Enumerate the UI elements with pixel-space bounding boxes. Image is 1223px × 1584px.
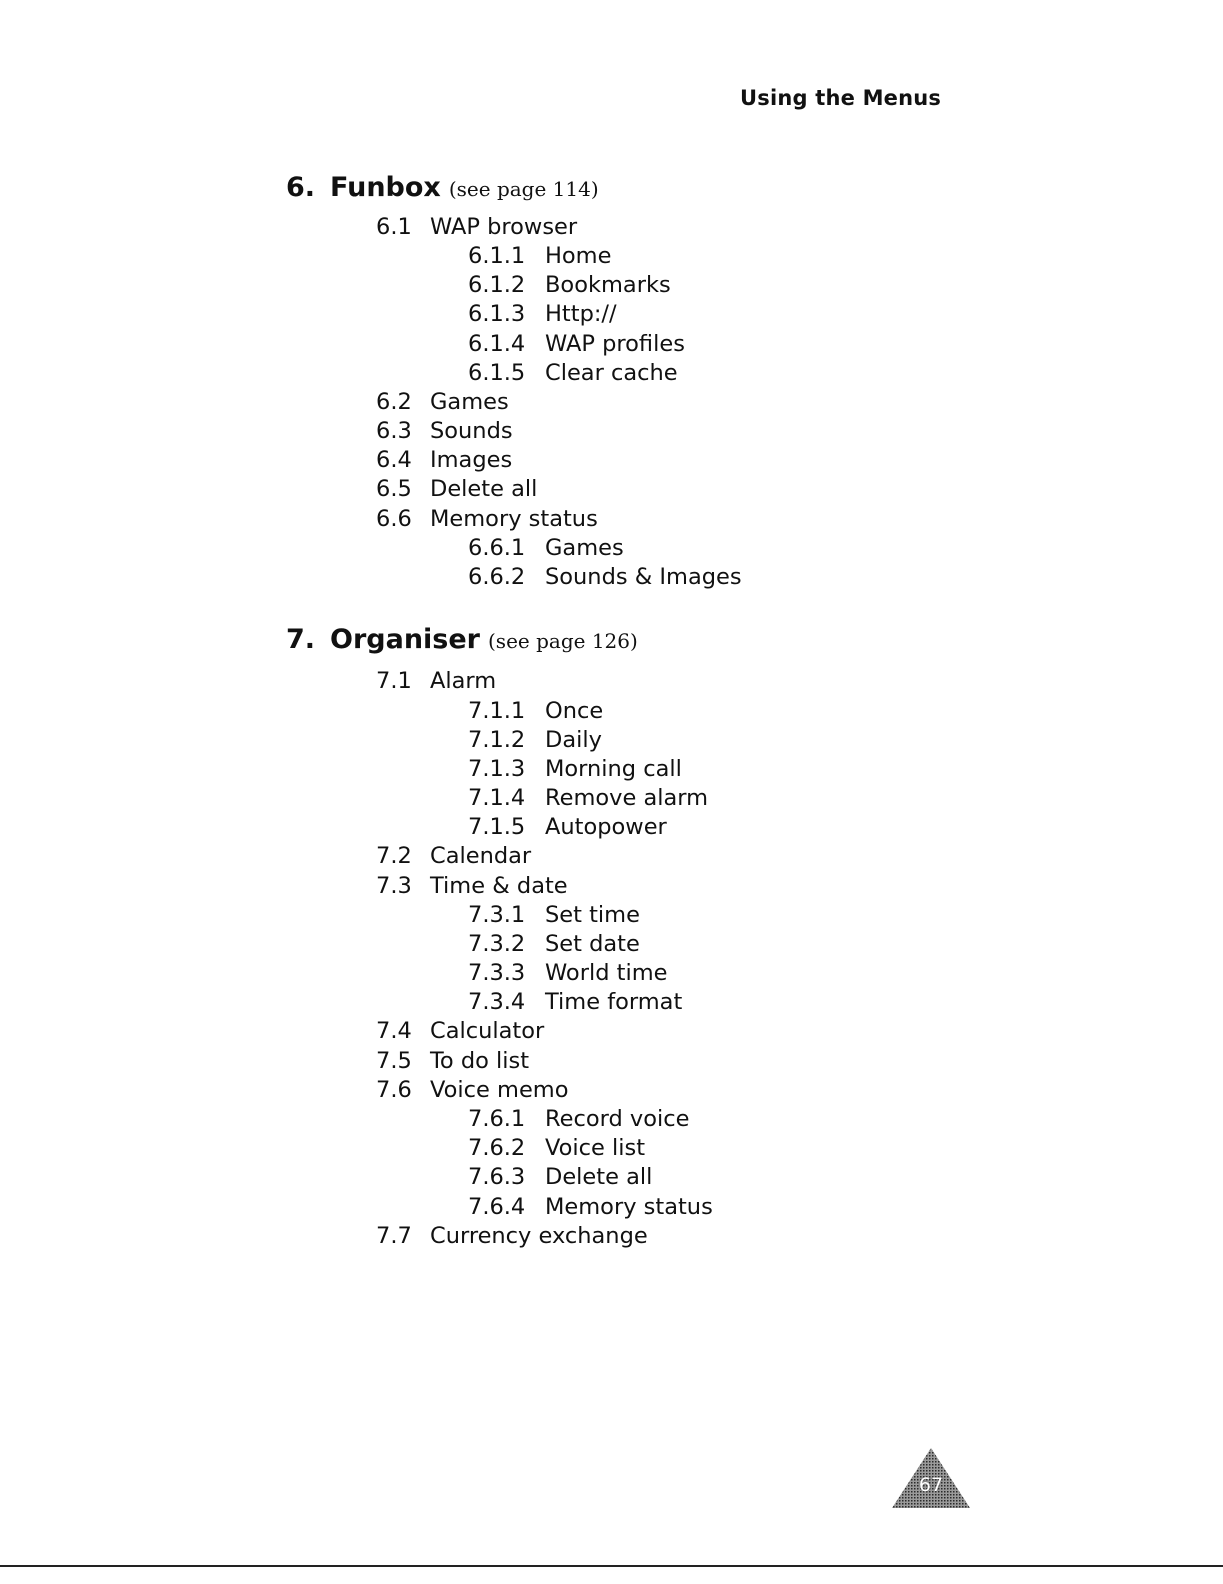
submenu-item — [468, 1105, 689, 1134]
menu-item — [376, 475, 537, 504]
item-number: 6.4 — [376, 447, 412, 473]
item-label: Voice memo — [430, 1077, 569, 1103]
menu-item — [376, 388, 509, 417]
item-number: 7.6 — [376, 1077, 412, 1103]
page-number: 67 — [918, 1474, 944, 1496]
page-reference: (see page 114) — [448, 177, 599, 201]
submenu-item — [468, 697, 603, 726]
item-number: 7.6.2 — [468, 1135, 526, 1161]
item-number: 6.1.1 — [468, 243, 526, 269]
item-label: Http:// — [545, 301, 617, 327]
submenu-item — [468, 813, 667, 842]
submenu-item — [468, 242, 611, 271]
item-number: 6.3 — [376, 418, 412, 444]
item-label: WAP browser — [430, 214, 578, 240]
item-label: Clear cache — [545, 360, 678, 386]
item-number: 7.1 — [376, 668, 412, 694]
submenu-item — [468, 988, 682, 1017]
item-number: 6.1.4 — [468, 331, 526, 357]
section-number: 7. — [286, 624, 316, 655]
item-number: 7.3.2 — [468, 931, 526, 957]
item-number: 7.3.1 — [468, 902, 526, 928]
submenu-item — [468, 1193, 713, 1222]
submenu-item — [468, 534, 624, 563]
submenu-item — [468, 300, 617, 329]
item-number: 7.3 — [376, 873, 412, 899]
item-label: Alarm — [430, 668, 497, 694]
menu-item — [376, 1222, 648, 1251]
item-number: 7.1.5 — [468, 814, 526, 840]
menu-item — [376, 1047, 529, 1076]
item-number: 7.1.4 — [468, 785, 526, 811]
item-label: Memory status — [545, 1194, 713, 1220]
menu-item — [376, 842, 531, 871]
item-number: 7.4 — [376, 1018, 412, 1044]
submenu-item — [468, 784, 708, 813]
item-number: 6.2 — [376, 389, 412, 415]
submenu-item — [468, 901, 640, 930]
item-label: Set date — [545, 931, 640, 957]
item-label: WAP profiles — [545, 331, 685, 357]
item-label: Voice list — [545, 1135, 646, 1161]
item-number: 7.6.4 — [468, 1194, 526, 1220]
menu-item — [376, 872, 568, 901]
submenu-item — [468, 930, 640, 959]
item-label: Games — [545, 535, 624, 561]
item-number: 7.3.4 — [468, 989, 526, 1015]
item-label: Games — [430, 389, 509, 415]
page-reference: (see page 126) — [488, 629, 638, 653]
item-label: Once — [545, 698, 604, 724]
item-label: Currency exchange — [430, 1223, 648, 1249]
section-number: 6. — [286, 172, 316, 203]
item-label: Remove alarm — [545, 785, 709, 811]
item-number: 6.1.5 — [468, 360, 526, 386]
menu-item — [376, 667, 496, 696]
item-number: 6.5 — [376, 476, 412, 502]
item-label: Sounds & Images — [545, 564, 742, 590]
item-label: To do list — [430, 1048, 530, 1074]
item-number: 7.3.3 — [468, 960, 526, 986]
item-number: 7.1.2 — [468, 727, 526, 753]
item-label: Set time — [545, 902, 640, 928]
bottom-rule — [0, 1565, 1223, 1567]
item-label: Morning call — [545, 756, 682, 782]
item-number: 7.2 — [376, 843, 412, 869]
item-label: Calculator — [430, 1018, 545, 1044]
item-label: Record voice — [545, 1106, 690, 1132]
submenu-item — [468, 959, 667, 988]
page-header: Using the Menus — [740, 86, 942, 110]
item-label: Time & date — [430, 873, 568, 899]
submenu-item — [468, 755, 682, 784]
item-number: 6.1.3 — [468, 301, 526, 327]
section-heading-funbox — [286, 174, 599, 201]
submenu-item — [468, 330, 685, 359]
menu-item — [376, 213, 577, 242]
item-number: 7.1.3 — [468, 756, 526, 782]
item-number: 6.1.2 — [468, 272, 526, 298]
submenu-item — [468, 271, 671, 300]
section-heading-organiser — [286, 626, 638, 653]
item-number: 6.6.1 — [468, 535, 526, 561]
submenu-item — [468, 1163, 652, 1192]
submenu-item — [468, 359, 678, 388]
item-label: Autopower — [545, 814, 667, 840]
menu-item — [376, 446, 512, 475]
item-number: 7.7 — [376, 1223, 412, 1249]
item-label: Home — [545, 243, 612, 269]
item-label: Time format — [545, 989, 683, 1015]
submenu-item — [468, 1134, 645, 1163]
item-number: 6.6 — [376, 506, 412, 532]
menu-item — [376, 1017, 544, 1046]
menu-item — [376, 1076, 568, 1105]
item-label: Images — [430, 447, 513, 473]
menu-item — [376, 505, 598, 534]
item-label: Bookmarks — [545, 272, 671, 298]
submenu-item — [468, 563, 742, 592]
item-label: Delete all — [545, 1164, 653, 1190]
menu-item — [376, 417, 513, 446]
item-label: Sounds — [430, 418, 513, 444]
item-number: 7.6.1 — [468, 1106, 526, 1132]
item-number: 7.6.3 — [468, 1164, 526, 1190]
item-number: 6.6.2 — [468, 564, 526, 590]
item-label: Delete all — [430, 476, 538, 502]
item-number: 7.5 — [376, 1048, 412, 1074]
section-title: Organiser — [330, 624, 480, 655]
item-label: Memory status — [430, 506, 598, 532]
item-label: Calendar — [430, 843, 532, 869]
item-label: World time — [545, 960, 668, 986]
item-number: 7.1.1 — [468, 698, 526, 724]
section-title: Funbox — [330, 172, 441, 203]
item-number: 6.1 — [376, 214, 412, 240]
submenu-item — [468, 726, 602, 755]
item-label: Daily — [545, 727, 602, 753]
